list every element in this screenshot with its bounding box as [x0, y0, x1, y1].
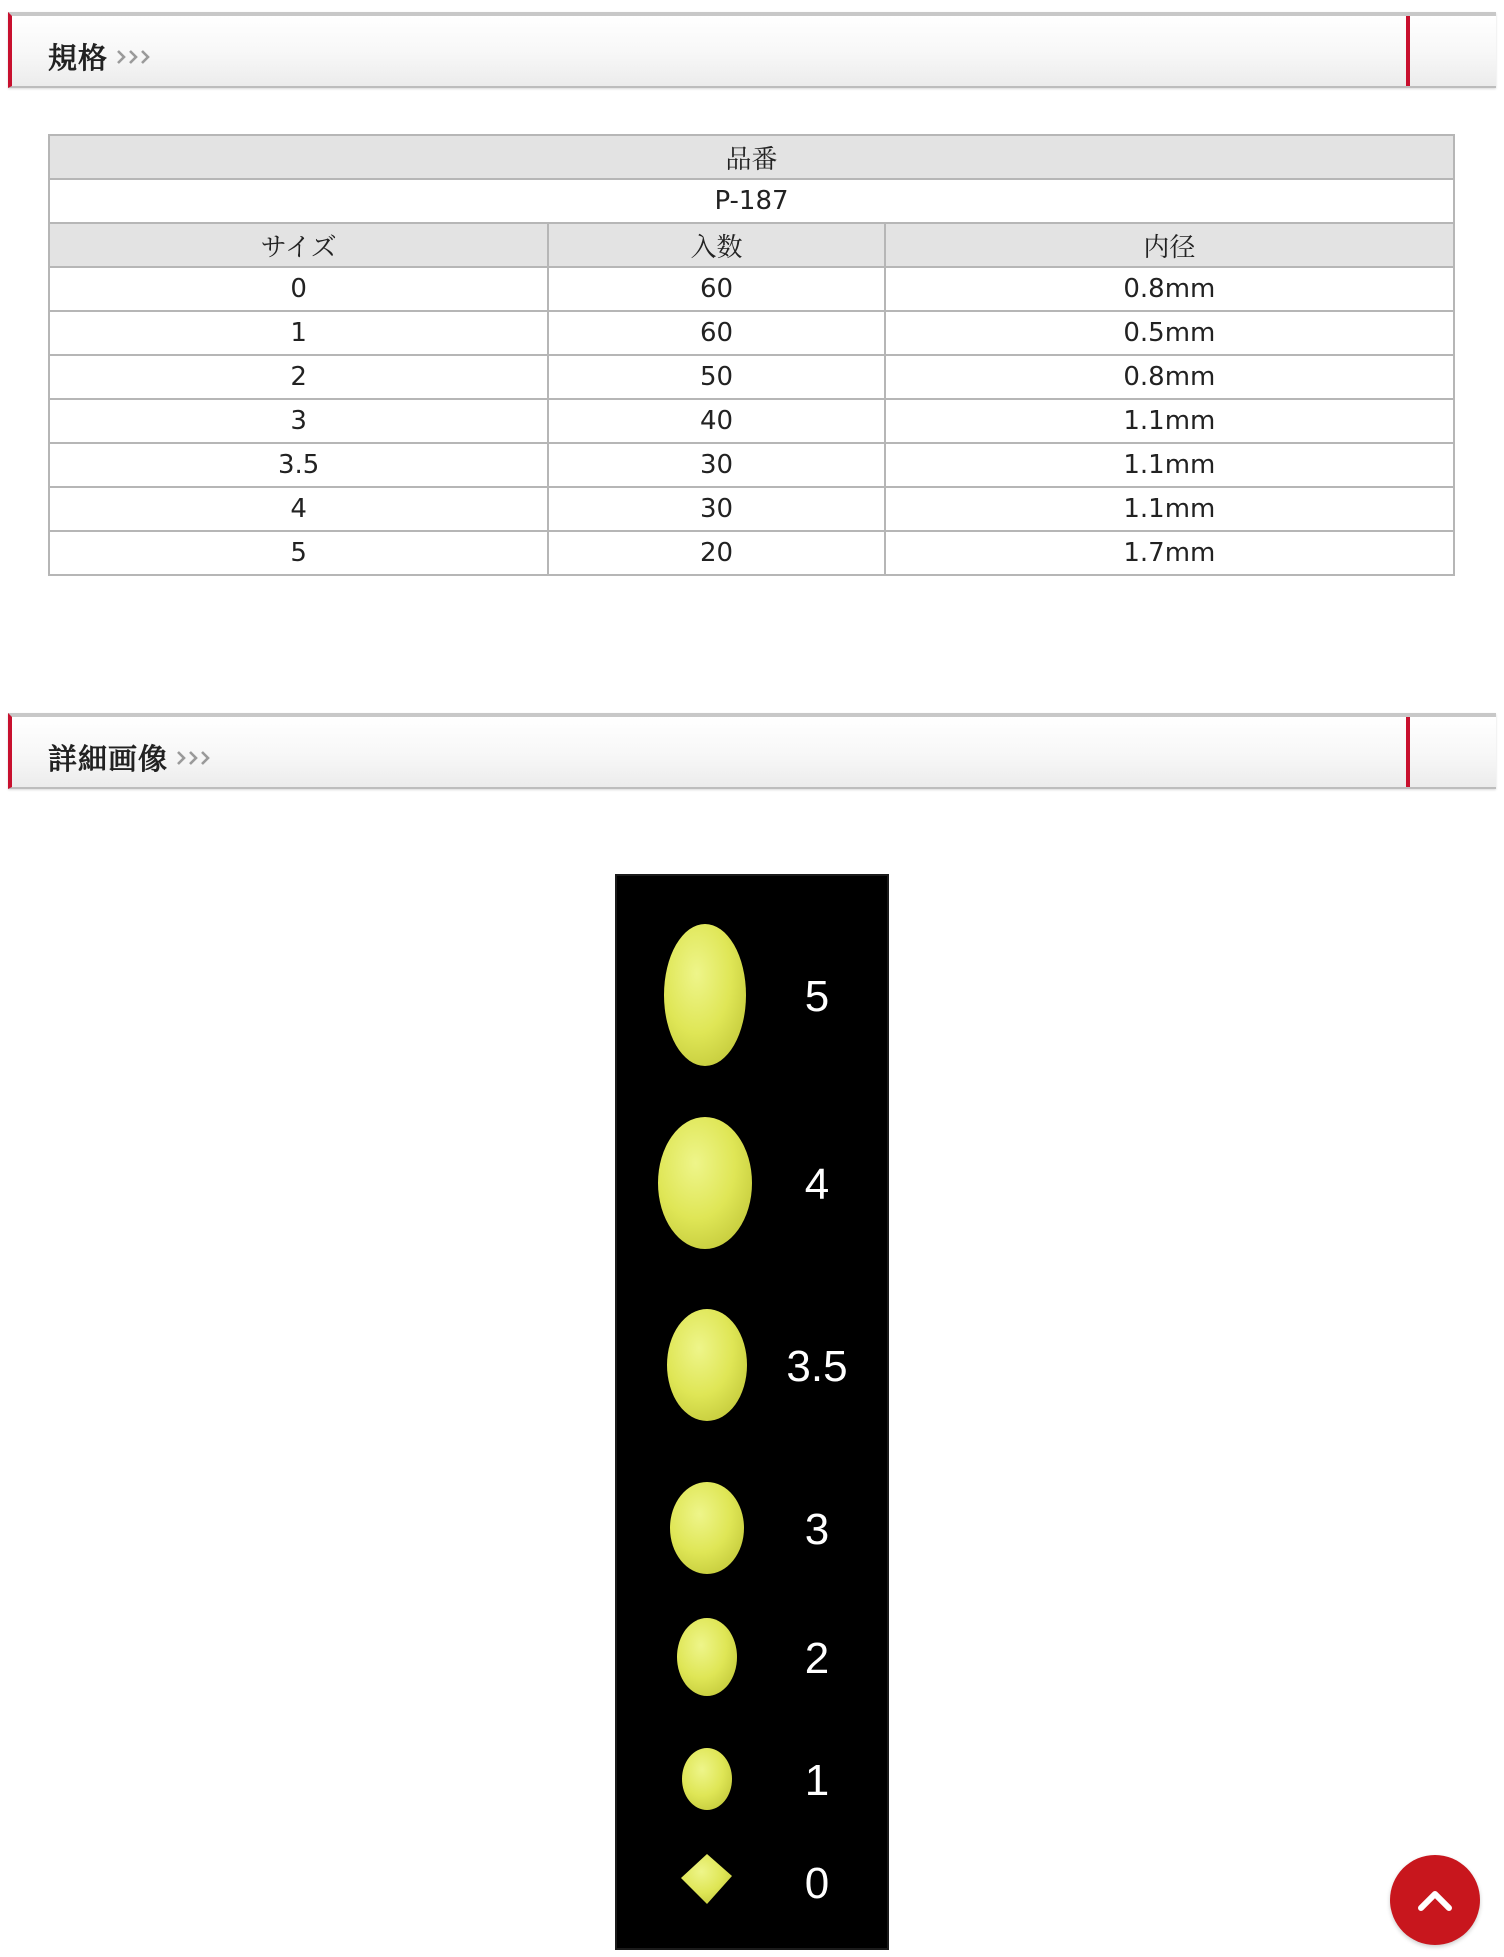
- scroll-to-top-button[interactable]: [1390, 1855, 1480, 1945]
- bead-size-3: [670, 1482, 744, 1574]
- table-cell: 1.1mm: [885, 399, 1454, 443]
- table-cell: 3: [49, 399, 548, 443]
- section-bar-divider: [1406, 16, 1410, 86]
- table-cell: 30: [548, 487, 885, 531]
- bead-label-4: 4: [804, 1160, 830, 1209]
- table-row: [49, 443, 1454, 487]
- table-row: [49, 399, 1454, 443]
- bead-size-figure: [615, 874, 889, 1950]
- table-cell: 0: [49, 267, 548, 311]
- bead-size-0: [681, 1854, 732, 1904]
- bead-size-3.5: [667, 1309, 747, 1421]
- product-number-value: P-187: [49, 179, 1454, 223]
- table-cell: 30: [548, 443, 885, 487]
- table-cell: 0.8mm: [885, 267, 1454, 311]
- column-header-size: サイズ: [49, 223, 548, 267]
- table-cell: 1.1mm: [885, 443, 1454, 487]
- table-cell: 3.5: [49, 443, 548, 487]
- column-header-quantity: 入数: [548, 223, 885, 267]
- table-cell: 0.5mm: [885, 311, 1454, 355]
- table-row: [49, 311, 1454, 355]
- product-number-header: 品番: [49, 135, 1454, 179]
- bead-size-2: [677, 1618, 737, 1696]
- triple-chevron-right-icon: [116, 48, 152, 66]
- spec-section-title-wrap: [48, 36, 152, 77]
- bead-size-4: [658, 1117, 752, 1249]
- bead-label-2: 2: [804, 1634, 830, 1683]
- table-row: [49, 531, 1454, 575]
- table-cell: 1.1mm: [885, 487, 1454, 531]
- table-cell: 1.7mm: [885, 531, 1454, 575]
- spec-section-title: 規格: [48, 41, 109, 75]
- table-row: [49, 179, 1454, 223]
- table-cell: 4: [49, 487, 548, 531]
- table-cell: 60: [548, 267, 885, 311]
- table-row: [49, 267, 1454, 311]
- bead-size-5: [664, 924, 746, 1066]
- bead-label-0: 0: [804, 1859, 830, 1908]
- column-header-inner-diameter: 内径: [885, 223, 1454, 267]
- detail-section-title-wrap: [48, 737, 212, 778]
- table-cell: 1: [49, 311, 548, 355]
- bead-size-image: [615, 874, 889, 1950]
- bead-size-1: [682, 1748, 732, 1810]
- table-row: [49, 487, 1454, 531]
- table-cell: 50: [548, 355, 885, 399]
- bead-label-3.5: 3.5: [786, 1342, 848, 1391]
- spec-section-header: [8, 12, 1496, 88]
- table-header-row: [49, 223, 1454, 267]
- table-cell: 40: [548, 399, 885, 443]
- detail-section-title: 詳細画像: [48, 742, 169, 776]
- section-bar-divider: [1406, 717, 1410, 787]
- bead-label-3: 3: [804, 1505, 830, 1554]
- table-header-row: [49, 135, 1454, 179]
- chevron-up-icon: [1417, 1888, 1453, 1912]
- table-cell: 2: [49, 355, 548, 399]
- triple-chevron-right-icon: [176, 749, 212, 767]
- table-cell: 60: [548, 311, 885, 355]
- detail-section-header: [8, 713, 1496, 789]
- table-cell: 20: [548, 531, 885, 575]
- table-cell: 5: [49, 531, 548, 575]
- bead-label-1: 1: [804, 1756, 830, 1805]
- bead-label-5: 5: [804, 972, 830, 1021]
- spec-table: [48, 134, 1455, 576]
- table-row: [49, 355, 1454, 399]
- table-cell: 0.8mm: [885, 355, 1454, 399]
